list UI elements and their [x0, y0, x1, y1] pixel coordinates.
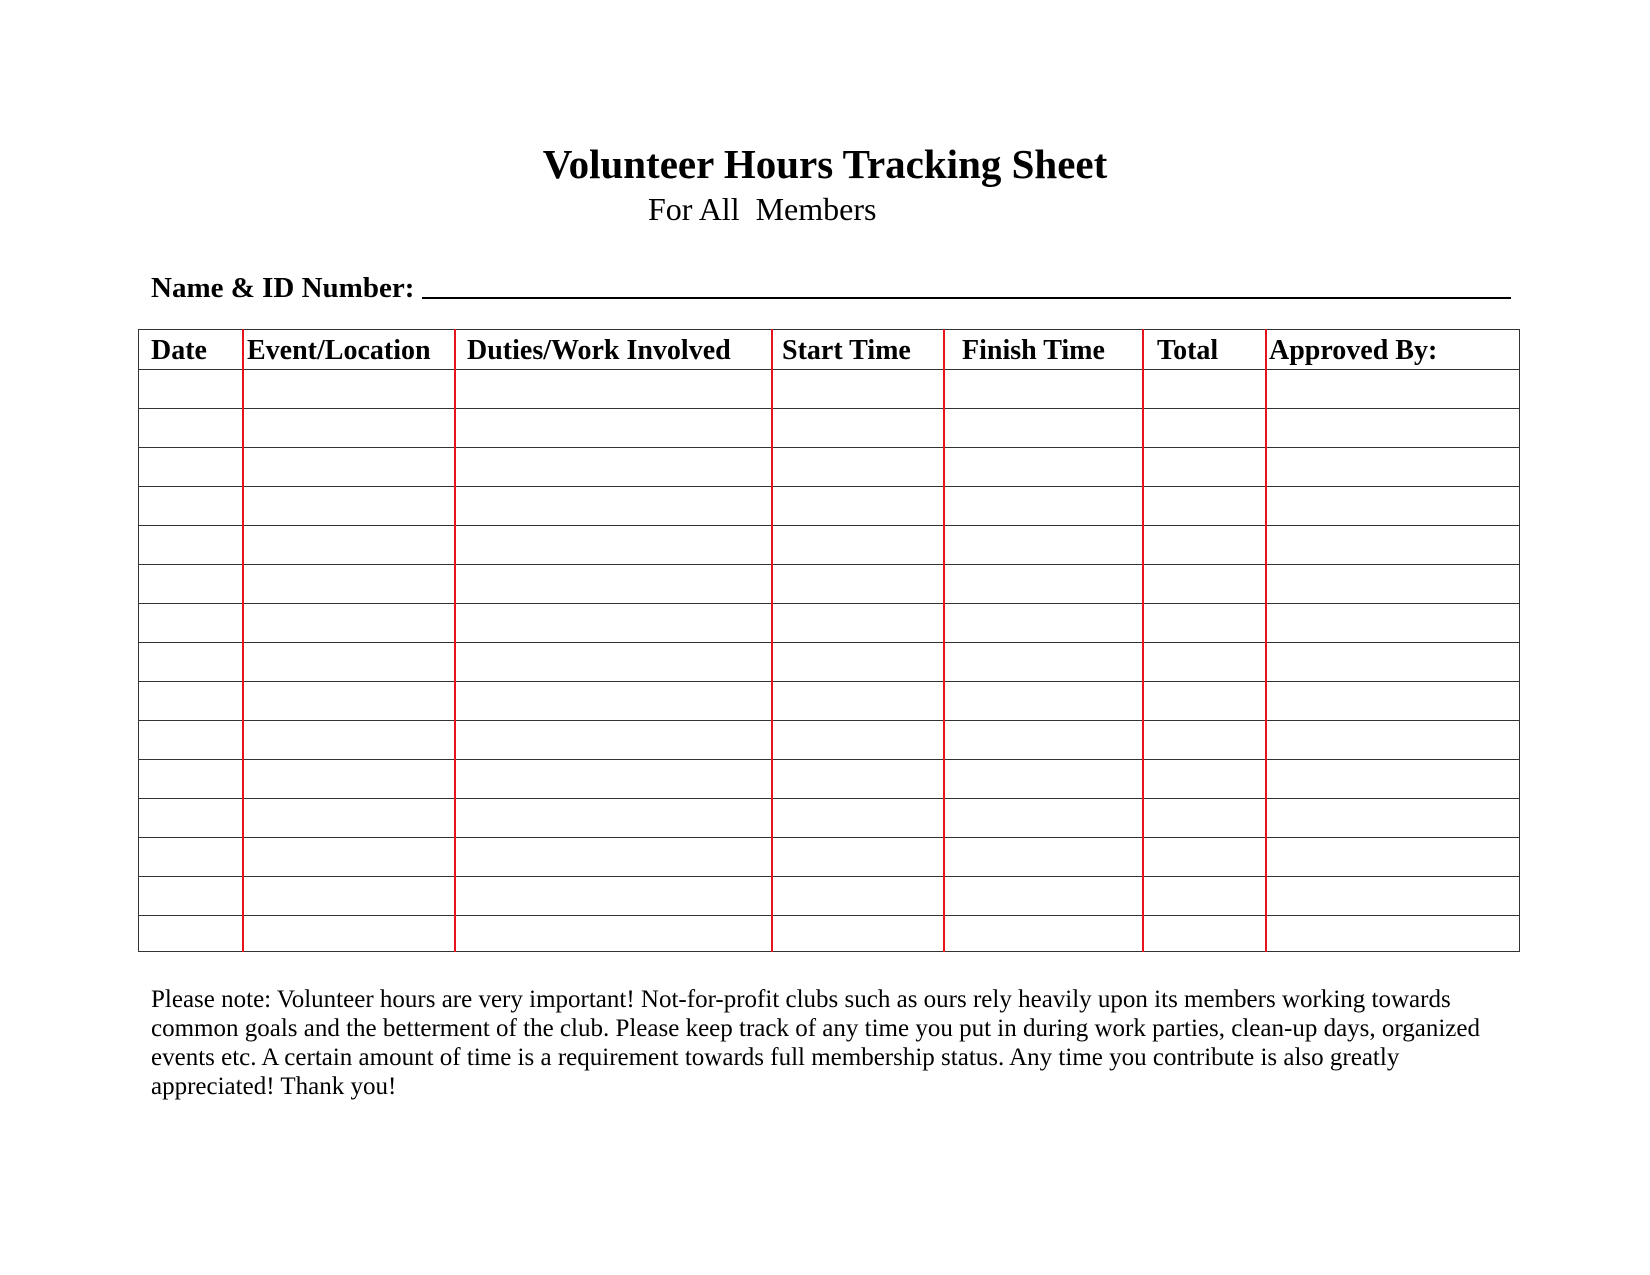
table-row[interactable] — [139, 487, 1519, 526]
name-id-blank-line[interactable] — [422, 297, 1511, 299]
column-header-event-location: Event/Location — [247, 335, 431, 366]
table-row[interactable] — [139, 409, 1519, 448]
table-row[interactable] — [139, 448, 1519, 487]
table-row[interactable] — [139, 643, 1519, 682]
table-row[interactable] — [139, 838, 1519, 877]
note-paragraph: Please note: Volunteer hours are very important! Not-for-profit clubs such as ours rely heavily upon its members working towards common goals and the betterment of the club. Please keep track of any time you put in during work parties, clean-up days, organized events etc. A certain amount of time is a requirement towards full membership status. Any time you contribute is also greatly appreciated! Thank you! — [151, 986, 1481, 1100]
column-divider — [1265, 329, 1267, 952]
column-divider — [1142, 329, 1144, 952]
table-row[interactable] — [139, 604, 1519, 643]
name-id-label: Name & ID Number: — [151, 272, 415, 304]
table-row[interactable] — [139, 370, 1519, 409]
column-header-date: Date — [151, 335, 207, 366]
column-divider — [454, 329, 456, 952]
table-row[interactable] — [139, 760, 1519, 799]
table-row[interactable] — [139, 682, 1519, 721]
name-id-row — [151, 266, 1511, 306]
hours-table — [138, 329, 1520, 952]
page-title: Volunteer Hours Tracking Sheet — [542, 141, 1108, 187]
page-subtitle: For All Members — [648, 191, 877, 227]
column-divider — [771, 329, 773, 952]
column-divider — [943, 329, 945, 952]
column-header-total: Total — [1157, 335, 1219, 366]
table-row[interactable] — [139, 799, 1519, 838]
column-header-finish-time: Finish Time — [962, 335, 1105, 366]
column-header-start-time: Start Time — [782, 335, 911, 366]
table-header-row — [139, 330, 1519, 369]
column-header-duties: Duties/Work Involved — [467, 335, 731, 366]
table-row[interactable] — [139, 877, 1519, 916]
table-row[interactable] — [139, 565, 1519, 604]
table-row[interactable] — [139, 916, 1519, 955]
column-header-approved-by: Approved By: — [1269, 335, 1438, 366]
table-row[interactable] — [139, 721, 1519, 760]
table-row[interactable] — [139, 526, 1519, 565]
column-divider — [242, 329, 244, 952]
